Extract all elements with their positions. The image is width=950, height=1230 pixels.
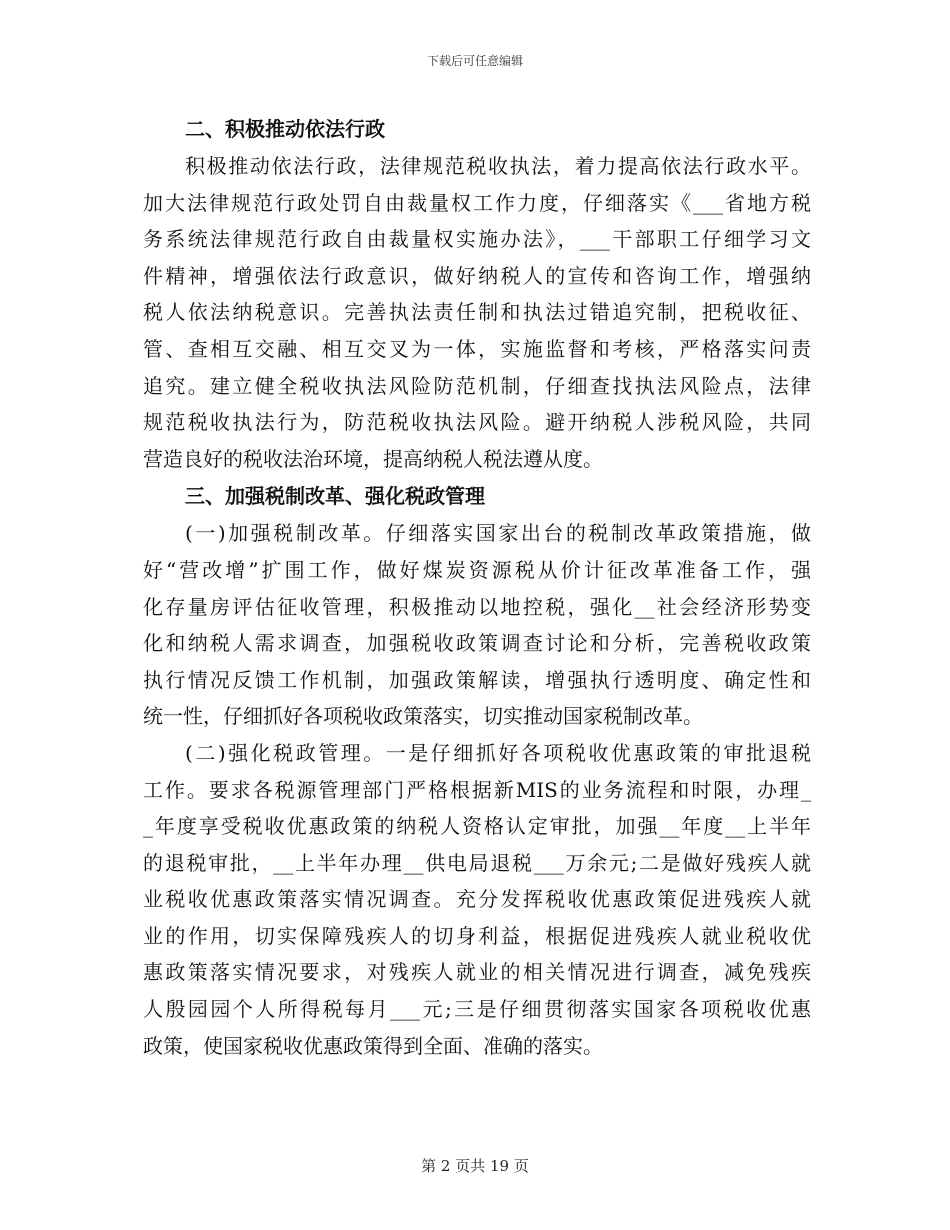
paragraph-line: (一)加强税制改革。仔细落实国家出台的税制改革政策措施，做 <box>185 521 811 546</box>
paragraph-line: 加大法律规范行政处罚自由裁量权工作力度，仔细落实《___省地方税 <box>143 190 811 215</box>
paragraph-line: 政策，使国家税收优惠政策得到全面、准确的落实。 <box>143 1033 603 1058</box>
paragraph-line: 人殷园园个人所得税每月___元;三是仔细贯彻落实国家各项税收优惠 <box>143 997 811 1022</box>
section-heading: 二、积极推动依法行政 <box>185 117 385 141</box>
section-heading: 三、加强税制改革、强化税政管理 <box>185 484 485 509</box>
paragraph-line: 业的作用，切实保障残疾人的切身利益，根据促进残疾人就业税收优 <box>143 923 811 948</box>
paragraph <box>143 515 811 735</box>
paragraph-line: 化存量房评估征收管理，积极推动以地控税，强化__社会经济形势变 <box>143 594 811 619</box>
paragraph-line: 营造良好的税收法治环境，提高纳税人税法遵从度。 <box>143 446 603 471</box>
page-header-note: 下载后可任意编辑 <box>426 54 523 68</box>
paragraph-line: (二)强化税政管理。一是仔细抓好各项税收优惠政策的审批退税 <box>185 740 811 765</box>
page-footer: 第 2 页共 19 页 <box>421 1157 529 1175</box>
paragraph <box>143 148 811 477</box>
paragraph-line: 税人依法纳税意识。完善执法责任制和执法过错追究制，把税收征、 <box>143 300 811 325</box>
paragraph-line: 积极推动依法行政，法律规范税收执法，着力提高依法行政水平。 <box>185 154 811 178</box>
paragraph-line: 统一性，仔细抓好各项税收政策落实，切实推动国家税制改革。 <box>143 704 703 729</box>
paragraph <box>143 735 811 1064</box>
paragraph-line: 好“营改增”扩围工作，做好煤炭资源税从价计征改革准备工作，强 <box>143 557 811 582</box>
paragraph-line: 业税收优惠政策落实情况调查。充分发挥税收优惠政策促进残疾人就 <box>143 887 811 912</box>
paragraph-line: 化和纳税人需求调查，加强税收政策调查讨论和分析，完善税收政策 <box>143 631 811 656</box>
paragraph-line: 规范税收执法行为，防范税收执法风险。避开纳税人涉税风险，共同 <box>143 410 811 435</box>
paragraph-line: _年度享受税收优惠政策的纳税人资格认定审批，加强__年度__上半年 <box>143 814 811 839</box>
document-body <box>143 110 811 1064</box>
paragraph-line: 的退税审批，__上半年办理__供电局退税___万余元;二是做好残疾人就 <box>143 850 811 875</box>
paragraph-line: 惠政策落实情况要求，对残疾人就业的相关情况进行调查，减免残疾 <box>143 960 811 985</box>
paragraph-line: 执行情况反馈工作机制，加强政策解读，增强执行透明度、确定性和 <box>143 667 811 692</box>
paragraph-line: 工作。要求各税源管理部门严格根据新MIS的业务流程和时限，办理_ <box>143 777 811 802</box>
paragraph-line: 务系统法律规范行政自由裁量权实施办法》，___干部职工仔细学习文 <box>143 227 811 252</box>
paragraph-line: 件精神，增强依法行政意识，做好纳税人的宣传和咨询工作，增强纳 <box>143 263 811 288</box>
paragraph-line: 管、查相互交融、相互交叉为一体，实施监督和考核，严格落实问责 <box>143 336 811 361</box>
paragraph-line: 追究。建立健全税收执法风险防范机制，仔细查找执法风险点，法律 <box>143 373 811 398</box>
